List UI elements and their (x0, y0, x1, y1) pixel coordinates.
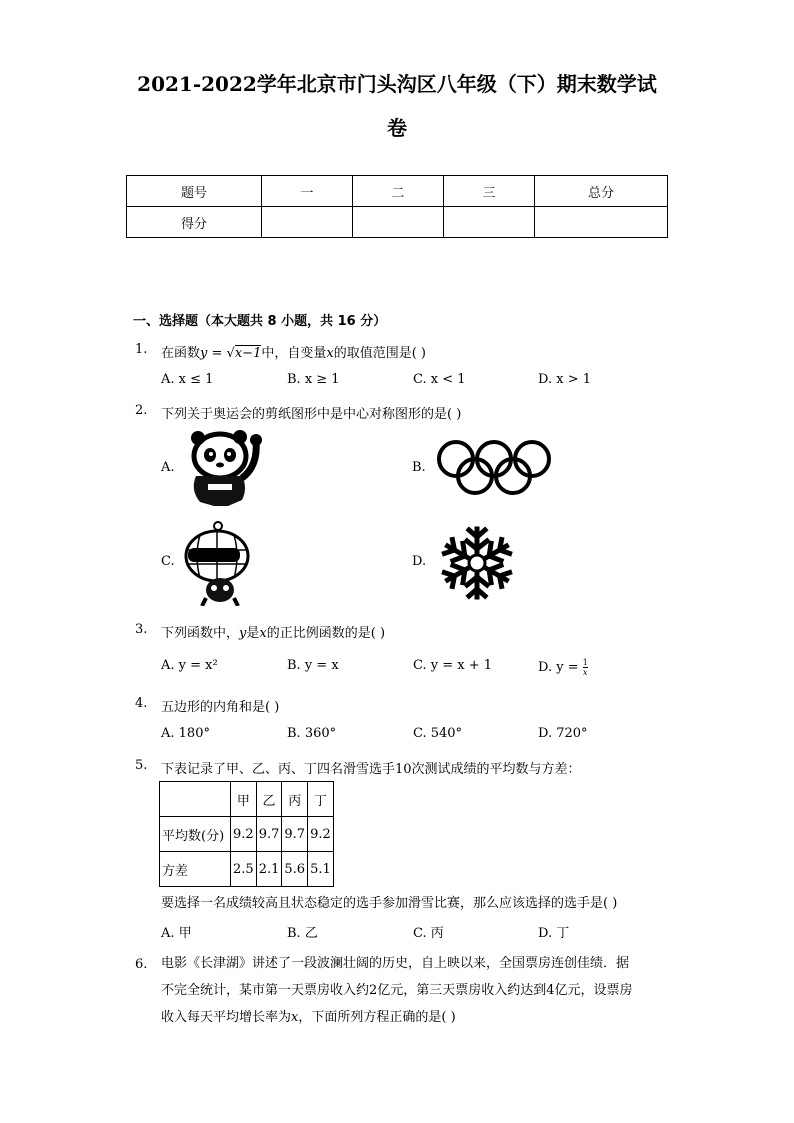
page-title-continued: 卷 (387, 116, 407, 140)
score-cell: 得分 (127, 207, 262, 238)
math-var: x (326, 346, 334, 361)
option-a[interactable]: A. x ≤ 1 (161, 372, 214, 387)
score-cell: 三 (444, 176, 535, 207)
option-d-text: D. y = (538, 660, 579, 675)
table-cell (160, 782, 231, 817)
score-cell (353, 207, 444, 238)
ski-score-table (159, 781, 334, 887)
table-cell: 9.2 (308, 817, 334, 852)
page-title: 2021-2022学年北京市门头沟区八年级（下）期末数学试 (137, 72, 657, 96)
option-d[interactable]: D. x > 1 (538, 372, 591, 387)
question-text-pre: 在函数 (161, 346, 201, 361)
table-row (160, 782, 334, 817)
math-var: y (239, 626, 247, 641)
question-number: 1. (135, 342, 148, 357)
option-d-label[interactable]: D. (412, 554, 427, 569)
score-table-row (127, 207, 668, 238)
option-a[interactable]: A. 180° (161, 726, 210, 741)
option-a-label[interactable]: A. (161, 460, 175, 475)
table-cell: 5.6 (282, 852, 308, 887)
option-d[interactable]: D. 720° (538, 726, 588, 741)
score-cell: 一 (262, 176, 353, 207)
question-paragraph (161, 950, 661, 1031)
section-heading: 一、选择题（本大题共 8 小题，共 16 分） (133, 314, 387, 329)
question-text (161, 342, 426, 361)
score-cell (444, 207, 535, 238)
table-row (160, 852, 334, 887)
option-d[interactable] (538, 658, 588, 677)
question-text-post2: 的取值范围是( ) (333, 346, 426, 361)
question-text: 五边形的内角和是( ) (161, 700, 280, 715)
table-cell: 方差 (160, 852, 231, 887)
option-c[interactable]: C. 540° (413, 726, 463, 741)
option-a[interactable]: A. 甲 (161, 926, 192, 941)
table-cell: 丁 (308, 782, 334, 817)
sqrt-radicand: x−1 (234, 346, 262, 361)
table-cell: 2.1 (256, 852, 282, 887)
question-number: 2. (135, 403, 148, 418)
sqrt-symbol: √ (226, 346, 235, 361)
question-number: 6. (135, 957, 148, 972)
question-number: 3. (135, 622, 148, 637)
fraction-numerator: 1 (582, 658, 588, 667)
question-number: 5. (135, 758, 148, 773)
snowflake-image[interactable] (436, 523, 518, 603)
paragraph-line (161, 1004, 661, 1031)
math-var: x (259, 626, 267, 641)
fraction (583, 658, 588, 677)
olympic-rings-image[interactable] (436, 439, 552, 497)
table-cell: 5.1 (308, 852, 334, 887)
question-text: 要选择一名成绩较高且状态稳定的选手参加滑雪比赛，那么应该选择的选手是( ) (161, 896, 618, 911)
line-pre: 收入每天平均增长率为 (161, 1010, 292, 1025)
score-cell: 总分 (535, 176, 668, 207)
question-text-post: 的正比例函数的是( ) (266, 626, 386, 641)
question-number: 4. (135, 696, 148, 711)
table-cell: 平均数(分) (160, 817, 231, 852)
table-cell: 9.7 (256, 817, 282, 852)
question-text: 下表记录了甲、乙、丙、丁四名滑雪选手10次测试成绩的平均数与方差： (161, 762, 581, 777)
table-cell: 甲 (231, 782, 257, 817)
score-cell: 题号 (127, 176, 262, 207)
option-c[interactable]: C. y = x + 1 (413, 658, 493, 673)
option-c-label[interactable]: C. (161, 554, 175, 569)
table-cell: 9.2 (231, 817, 257, 852)
question-text-mid: 是 (246, 626, 260, 641)
table-cell: 2.5 (231, 852, 257, 887)
option-b-label[interactable]: B. (412, 460, 426, 475)
math-eq: = (207, 346, 227, 361)
question-text-pre: 下列函数中， (161, 626, 240, 641)
fraction-denominator: x (583, 668, 588, 677)
option-c[interactable]: C. x < 1 (413, 372, 466, 387)
option-b[interactable]: B. 乙 (287, 926, 318, 941)
score-table-row (127, 176, 668, 207)
line-post: ，下面所列方程正确的是( ) (298, 1010, 456, 1025)
option-b[interactable]: B. 360° (287, 726, 337, 741)
question-text: 下列关于奥运会的剪纸图形中是中心对称图形的是( ) (161, 407, 462, 422)
question-text (161, 622, 385, 641)
question-text-post: 中，自变量 (261, 346, 327, 361)
table-cell: 9.7 (282, 817, 308, 852)
panda-mascot-image[interactable] (182, 428, 268, 510)
score-cell (535, 207, 668, 238)
score-cell: 二 (353, 176, 444, 207)
option-d[interactable]: D. 丁 (538, 926, 570, 941)
option-b[interactable]: B. x ≥ 1 (287, 372, 340, 387)
score-cell (262, 207, 353, 238)
paragraph-line: 不完全统计，某市第一天票房收入约2亿元，第三天票房收入约达到4亿元，设票房 (161, 983, 633, 998)
table-row (160, 817, 334, 852)
option-b[interactable]: B. y = x (287, 658, 339, 673)
score-table (126, 175, 668, 238)
option-c[interactable]: C. 丙 (413, 926, 444, 941)
table-cell: 丙 (282, 782, 308, 817)
paragraph-line: 电影《长津湖》讲述了一段波澜壮阔的历史，自上映以来，全国票房连创佳绩．据 (161, 956, 630, 971)
math-var: x (291, 1010, 299, 1025)
option-a[interactable]: A. y = x² (161, 658, 218, 673)
lantern-mascot-image[interactable] (180, 520, 254, 606)
math-var: y (200, 346, 208, 361)
table-cell: 乙 (256, 782, 282, 817)
